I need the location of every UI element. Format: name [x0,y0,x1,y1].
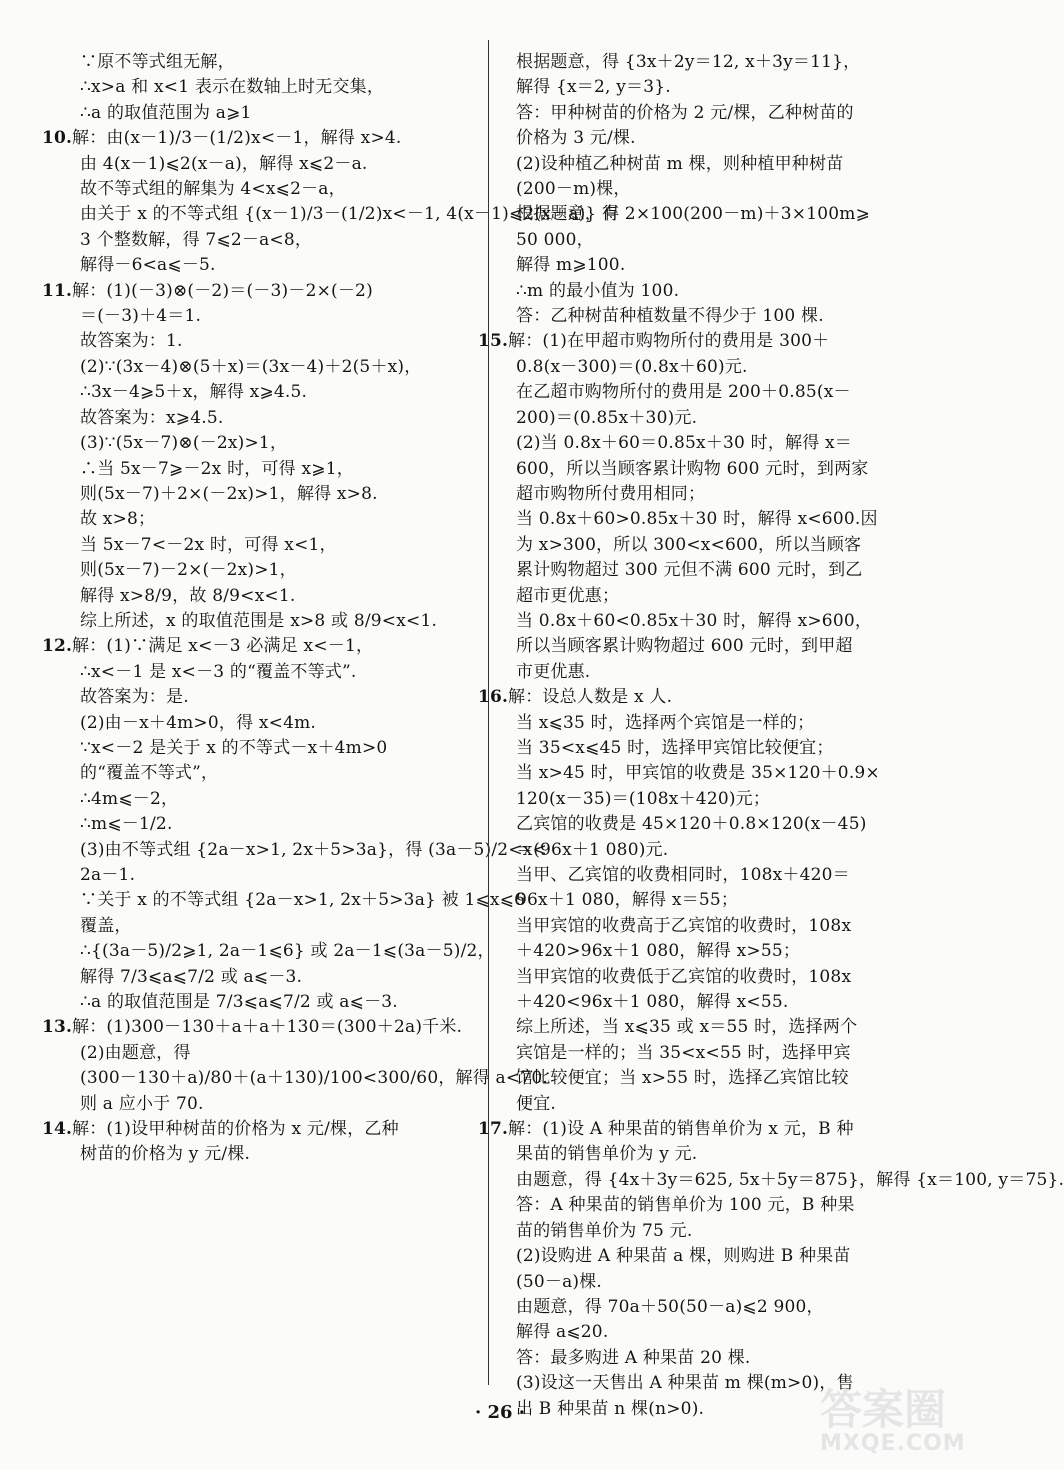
line-text: 当甲宾馆的收费高于乙宾馆的收费时，108x [516,915,852,936]
question-number: 14. [42,1119,73,1140]
text-line [508,939,928,964]
line-text: 解得－6<a⩽－5. [80,255,216,276]
text-line [72,1066,548,1091]
line-text: 解：(1)300－130＋a＋a＋130＝(300＋2a)千米. [72,1017,463,1038]
text-line [508,228,928,253]
line-text: 解：(1)设甲种树苗的价格为 x 元/棵，乙种 [72,1119,399,1140]
text-line [508,406,928,431]
line-text: 当 0.8x＋60<0.85x＋30 时，解得 x>600， [516,610,873,631]
line-text: 故不等式组的解集为 4<x⩽2－a， [80,179,346,200]
text-line [72,152,472,177]
text-line [508,660,928,685]
line-text: (50－a)棵. [516,1271,603,1292]
line-text: 馆比较便宜；当 x>55 时，选择乙宾馆比较 [516,1068,849,1089]
text-line [508,101,928,126]
text-line [508,380,928,405]
line-text: 2a－1. [80,865,136,885]
text-line [42,279,472,304]
line-text: (2)∵(3x－4)⊗(5＋x)＝(3x－4)＋2(5＋x)， [80,356,422,377]
text-line [508,838,928,863]
text-line [508,736,928,761]
text-line [508,609,928,634]
line-text: 所以当顾客累计购物超过 600 元时，到甲超 [516,636,853,657]
line-text: ∴m⩽－1/2. [80,814,173,835]
line-text: 0.8(x－300)＝(0.8x＋60)元. [516,356,748,377]
text-line [508,990,928,1015]
text-line [478,685,928,710]
line-text: 出 B 种果苗 n 棵(n>0). [516,1398,705,1419]
line-text: 在乙超市购物所付的费用是 200＋0.85(x－ [516,382,851,403]
text-line [72,202,620,227]
text-line [508,558,928,583]
text-line [72,863,472,888]
line-text: ∴4m⩽－2， [80,788,179,809]
line-text: 故答案为：x⩾4.5. [80,407,224,428]
watermark-logo-text: 答案圈 [820,1385,947,1434]
text-line [72,711,472,736]
text-line [508,152,928,177]
text-line [72,304,472,329]
text-line [72,838,547,863]
line-text: 由题意，得 {4x＋3y＝625, 5x＋5y＝875}，解得 {x＝100, y＝75}. [516,1169,1064,1190]
line-text: 答：A 种果苗的销售单价为 100 元，B 种果 [516,1195,855,1216]
line-text: 解：(1)(－3)⊗(－2)＝(－3)－2×(－2) [72,280,373,301]
text-line [72,457,472,482]
line-text: 乙宾馆的收费是 45×120＋0.8×120(x－45) [516,814,867,835]
line-text: 则(5x－7)＋2×(－2x)>1，解得 x>8. [80,483,378,504]
text-line [72,482,472,507]
line-text: (300－130＋a)/80＋(a＋130)/100<300/60，解得 a<70. [80,1068,548,1089]
text-line [72,990,472,1015]
text-line [508,1092,928,1117]
line-text: 当 5x－7<－2x 时，可得 x<1， [80,534,337,555]
line-text: 解得 a⩽20. [516,1322,609,1343]
line-text: ∴当 5x－7⩾－2x 时，可得 x⩾1， [80,458,354,479]
text-line [508,711,928,736]
text-line [508,304,928,329]
text-line [72,558,472,583]
line-text: (3)设这一天售出 A 种果苗 m 棵(m>0)，售 [516,1373,854,1394]
line-text: 则(5x－7)－2×(－2x)>1， [80,560,297,581]
text-line [72,329,472,354]
question-number: 15. [478,331,509,352]
text-line [72,75,472,100]
text-line [508,1041,928,1066]
line-text: 覆盖， [80,915,132,936]
line-text: (2)当 0.8x＋60＝0.85x＋30 时，解得 x＝ [516,433,853,454]
text-line [72,431,472,456]
line-text: 解：(1)设 A 种果苗的销售单价为 x 元，B 种 [508,1119,854,1140]
line-text: (2)由题意，得 [80,1042,191,1063]
line-text: 当甲、乙宾馆的收费相同时，108x＋420＝ [516,865,850,885]
line-text: 当甲宾馆的收费低于乙宾馆的收费时，108x [516,966,852,987]
text-line [72,507,472,532]
text-line [508,355,928,380]
line-text: (2)设购进 A 种果苗 a 棵，则购进 B 种果苗 [516,1246,851,1267]
line-text: ∴x>a 和 x<1 表示在数轴上时无交集， [80,77,385,98]
text-line [72,609,472,634]
line-text: 则 a 应小于 70. [80,1093,204,1114]
line-text: 综上所述，当 x⩽35 或 x＝55 时，选择两个 [516,1017,858,1038]
text-line [72,380,472,405]
text-line [508,1193,928,1218]
text-line [508,634,928,659]
line-text: 故 x>8； [80,509,156,530]
line-text: 苗的销售单价为 75 元. [516,1220,693,1241]
text-line [508,1015,928,1040]
text-line [508,1066,928,1091]
text-line [508,1320,928,1345]
line-text: ∴x<－1 是 x<－3 的“覆盖不等式”. [80,661,357,682]
watermark-logo [820,1385,970,1462]
line-text: 3 个整数解，得 7⩽2－a<8， [80,229,313,250]
line-text: 超市更优惠； [516,585,620,606]
text-line [72,888,526,913]
line-text: 解得 7/3⩽a⩽7/2 或 a⩽－3. [80,966,303,987]
text-line [72,355,472,380]
line-text: ∵x<－2 是关于 x 的不等式－x＋4m>0 [80,737,388,758]
line-text: 超市购物所付费用相同； [516,483,706,504]
text-line [508,1168,1064,1193]
line-text: (200－m)棵， [516,179,631,200]
text-line [72,761,472,786]
text-line [478,1117,928,1142]
line-text: 200)＝(0.85x＋30)元. [516,407,698,428]
text-line [508,75,928,100]
text-line [72,1041,472,1066]
text-line [508,1219,928,1244]
question-number: 12. [42,636,73,657]
text-line [508,279,928,304]
line-text: 根据题意，得 {3x＋2y＝12, x＋3y＝11}， [516,52,861,72]
question-number: 17. [478,1119,509,1140]
text-line [508,1295,928,1320]
line-text: 96x＋1 080，解得 x＝55； [516,890,739,911]
line-text: 由 4(x－1)⩽2(x－a)，解得 x⩽2－a. [80,153,368,174]
line-text: 当 0.8x＋60>0.85x＋30 时，解得 x<600.因 [516,509,878,530]
line-text: (2)由－x＋4m>0，得 x<4m. [80,712,317,733]
line-text: 为 x>300，所以 300<x<600，所以当顾客 [516,534,862,555]
line-text: 解得 m⩾100. [516,255,626,276]
text-line [508,888,928,913]
line-text: ∴a 的取值范围是 7/3⩽a⩽7/2 或 a⩽－3. [80,992,398,1013]
line-text: (3)∵(5x－7)⊗(－2x)>1， [80,433,288,454]
text-line [508,1142,928,1167]
line-text: ∴a 的取值范围为 a⩾1 [80,102,252,123]
text-line [72,101,472,126]
line-text: (2)设种植乙种树苗 m 棵，则种植甲种树苗 [516,153,844,174]
text-line [72,50,472,75]
line-text: 答：乙种树苗种植数量不得少于 100 棵. [516,306,824,327]
line-text: 市更优惠. [516,661,591,682]
text-line [72,533,472,558]
line-text: 答：甲种树苗的价格为 2 元/棵，乙种树苗的 [516,102,854,123]
line-text: 综上所述，x 的取值范围是 x>8 或 8/9<x<1. [80,610,438,631]
text-line [508,1244,928,1269]
text-line [508,1346,928,1371]
text-line [72,228,472,253]
text-line [72,1092,472,1117]
text-line [508,584,928,609]
text-line [42,126,472,151]
text-line [508,965,928,990]
text-line [478,329,928,354]
text-line [508,761,928,786]
text-line [508,914,928,939]
line-text: 解得 {x＝2, y＝3}. [516,77,671,98]
text-line [508,787,928,812]
text-line [72,406,472,431]
text-line [508,177,928,202]
text-line [508,507,928,532]
line-text: 累计购物超过 300 元但不满 600 元时，到乙 [516,560,863,581]
line-text: 便宜. [516,1093,557,1114]
text-line [72,939,495,964]
line-text: 解：由(x－1)/3－(1/2)x<－1，解得 x>4. [72,128,402,149]
line-text: ＝(96x＋1 080)元. [516,839,669,860]
text-line [508,126,928,151]
text-line [72,177,472,202]
text-line [508,863,928,888]
line-text: 120(x－35)＝(108x＋420)元； [516,788,771,809]
text-line [72,660,472,685]
line-text: ∴m 的最小值为 100. [516,280,680,301]
text-line [508,533,928,558]
text-line [42,634,472,659]
line-text: 解：(1)在甲超市购物所付的费用是 300＋ [508,331,830,352]
question-number: 13. [42,1017,73,1038]
line-text: 当 x⩽35 时，选择两个宾馆是一样的； [516,712,815,733]
line-text: 根据题意，得 2×100(200－m)＋3×100m⩾ [516,204,871,225]
text-line [72,253,472,278]
line-text: ＋420>96x＋1 080，解得 x>55； [516,941,801,962]
text-line [508,457,928,482]
text-line [72,685,472,710]
line-text: 的“覆盖不等式”， [80,763,219,784]
text-line [42,1015,472,1040]
question-number: 16. [478,687,509,708]
text-line [508,50,928,75]
page-number: · 26 · [474,1402,526,1423]
line-text: ∴3x－4⩾5＋x，解得 x⩾4.5. [80,382,308,403]
text-line [72,584,472,609]
text-line [508,431,928,456]
text-line [508,812,928,837]
line-text: 答：最多购进 A 种果苗 20 棵. [516,1347,751,1368]
line-text: 解：设总人数是 x 人. [508,687,673,708]
line-text: 宾馆是一样的；当 35<x<55 时，选择甲宾 [516,1042,851,1063]
text-line [508,1270,928,1295]
text-line [508,202,928,227]
line-text: 当 x>45 时，甲宾馆的收费是 35×120＋0.9× [516,763,880,784]
line-text: 价格为 3 元/棵. [516,128,636,149]
line-text: 故答案为：是. [80,687,189,708]
line-text: ∴{(3a－5)/2⩾1, 2a－1⩽6} 或 2a－1⩽(3a－5)/2， [80,941,495,962]
text-line [42,1117,472,1142]
line-text: ∵关于 x 的不等式组 {2a－x>1, 2x＋5>3a} 被 1⩽x⩽6 [80,890,526,911]
column-divider [488,40,489,1385]
line-text: 600，所以当顾客累计购物 600 元时，到两家 [516,458,869,479]
line-text: 50 000， [516,229,594,250]
line-text: 解：(1)∵满足 x<－3 必满足 x<－1， [72,636,374,657]
line-text: ＋420<96x＋1 080，解得 x<55. [516,992,789,1013]
line-text: 故答案为：1. [80,331,183,352]
text-line [508,253,928,278]
text-line [72,736,472,761]
line-text: ∵原不等式组无解， [80,52,235,72]
text-line [72,787,472,812]
question-number: 11. [42,280,73,301]
line-text: (3)由不等式组 {2a－x>1, 2x＋5>3a}，得 (3a－5)/2<x< [80,839,547,860]
line-text: 由题意，得 70a＋50(50－a)⩽2 900， [516,1296,824,1317]
text-line [72,965,472,990]
line-text: 果苗的销售单价为 y 元. [516,1144,698,1165]
line-text: 解得 x>8/9，故 8/9<x<1. [80,585,296,606]
watermark-site-text: MXQE.COM [820,1431,966,1456]
line-text: 当 35<x⩽45 时，选择甲宾馆比较便宜； [516,737,834,758]
line-text: ＝(－3)＋4＝1. [80,306,202,327]
text-line [72,1142,472,1167]
text-line [508,482,928,507]
text-line [72,812,472,837]
line-text: 由关于 x 的不等式组 {(x－1)/3－(1/2)x<－1, 4(x－1)⩽2(x－a)} 有 [80,204,620,225]
question-number: 10. [42,128,73,149]
text-line [72,914,472,939]
line-text: 树苗的价格为 y 元/棵. [80,1144,251,1165]
